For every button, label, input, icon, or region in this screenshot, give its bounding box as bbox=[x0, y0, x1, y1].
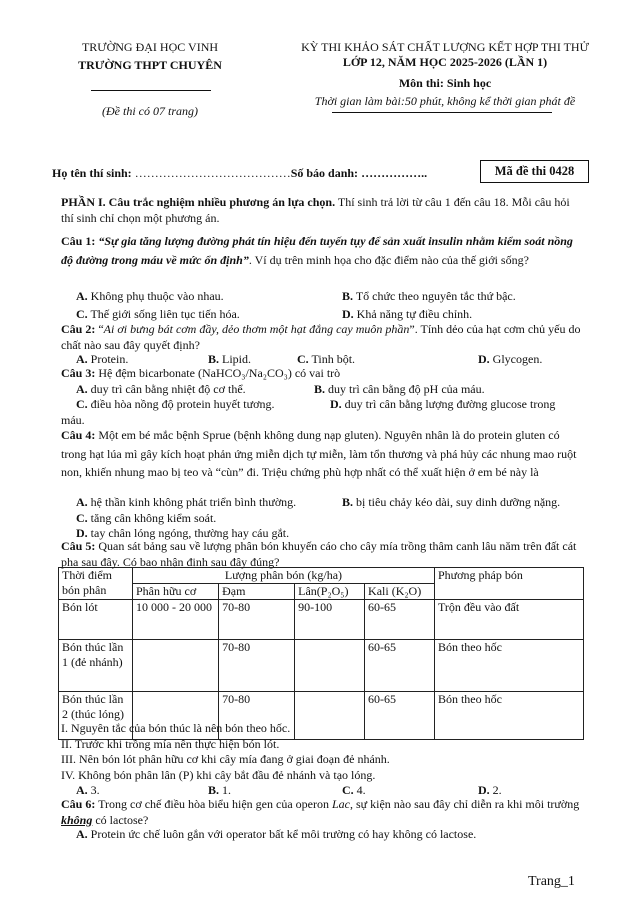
q3-option-d: D. duy trì cân bằng lượng đường glucose trong máu. bbox=[61, 397, 556, 427]
exam-subject: Môn thi: Sinh học bbox=[398, 76, 492, 90]
question-6: Câu 6: Trong cơ chế điều hòa biểu hiện gen của operon Lac, sự kiện nào sau đây chỉ diễn ra khi môi trường không có lactose? bbox=[61, 797, 580, 827]
school-subname: TRƯỜNG THPT CHUYÊN bbox=[78, 58, 222, 72]
q1-option-c: C. Thế giới sống liên tục tiến hóa. bbox=[76, 307, 240, 321]
q3-text: Hệ đệm bicarbonate (NaHCO₃/Na₂CO₃) có vai trò bbox=[95, 366, 341, 380]
candidate-id-field: …………….. bbox=[358, 166, 428, 180]
q1-option-b: B. Tổ chức theo nguyên tắc thứ bậc. bbox=[342, 289, 516, 303]
q3-label: Câu 3: bbox=[61, 366, 96, 380]
q2-label: Câu 2: bbox=[61, 322, 96, 336]
exam-title: KỲ THI KHẢO SÁT CHẤT LƯỢNG KẾT HỢP THI THỬ bbox=[301, 40, 589, 54]
q4-text: Một em bé mắc bệnh Sprue (bệnh không dung nạp gluten). Nguyên nhân là do protein gluten có trong hạt lúa mì gây kích hoạt phản ứng miễn dịch tự miễn, làm tổn thương và phá hủy các nhung mao ruột non, khiến nhung mao bị teo và “cùn” đi. Triệu chứng phù hợp nhất có thể xuất hiện ở em bé này là bbox=[61, 428, 577, 480]
question-5 bbox=[61, 539, 581, 570]
table-header-method: Phương pháp bón bbox=[434, 568, 583, 600]
q3-option-c: C. điều hòa nồng độ protein huyết tương. bbox=[76, 397, 275, 411]
q5-option-a: A. 3. bbox=[76, 783, 100, 797]
part1-heading bbox=[61, 195, 581, 226]
table-subheader-potassium: Kali (K₂O) bbox=[365, 584, 435, 600]
q2-tail: ”. Tính dẻo của hạt cơm chủ yếu do chất nào sau đây quyết định? bbox=[61, 322, 581, 352]
question-4 bbox=[61, 426, 581, 482]
candidate-name-field: ………………………………… bbox=[131, 166, 291, 180]
q5-option-b: B. 1. bbox=[208, 783, 232, 797]
q5-statement: I. Nguyên tắc của bón thúc là nên bón theo hốc. bbox=[61, 721, 291, 735]
q5-text: Quan sát bảng sau về lượng phân bón khuyến cáo cho cây mía trồng thâm canh lâu năm trên đất cát pha sau đây. Có bao nhận định sau đây đúng? bbox=[61, 539, 577, 569]
part1-instruction: Thí sinh trả lời từ câu 1 đến câu 18. Mỗi câu hỏi thí sinh chỉ chọn một phương án. bbox=[61, 195, 570, 225]
q1-option-d: D. Khả năng tự điều chỉnh. bbox=[342, 307, 473, 321]
question-2: Câu 2: “Ai ơi bưng bát cơm đầy, dẻo thơm một hạt đắng cay muôn phần”. Tính dẻo của hạt cơm chủ yếu do chất nào sau đây quyết định? bbox=[61, 322, 581, 352]
table-header-time: Thời điểm bón phân bbox=[59, 568, 133, 600]
candidate-name-label: Họ tên thí sinh: bbox=[52, 166, 132, 180]
q6-label: Câu 6: bbox=[61, 797, 96, 811]
q1-quote: “Sự gia tăng lượng đường phát tín hiệu đến tuyến tụy để sản xuất insulin nhằm kiểm soát nồng độ đường trong máu về mức ổn định” bbox=[61, 234, 573, 267]
school-name: TRƯỜNG ĐẠI HỌC VINH bbox=[81, 40, 219, 54]
fertilizer-table bbox=[58, 567, 584, 740]
q3-option-b: B. duy trì cân bằng độ pH của máu. bbox=[314, 382, 485, 396]
header-divider-right bbox=[332, 112, 552, 113]
question-1 bbox=[61, 232, 581, 269]
q1-label: Câu 1: bbox=[61, 234, 96, 248]
q4-option-c: C. tăng cân không kiểm soát. bbox=[76, 511, 217, 525]
q5-label: Câu 5: bbox=[61, 539, 96, 553]
table-header-amount: Lượng phân bón (kg/ha) bbox=[132, 568, 434, 584]
exam-code-box: Mã đề thi 0428 bbox=[480, 160, 589, 183]
q1-option-a: A. Không phụ thuộc vào nhau. bbox=[76, 289, 224, 303]
q6-option-a: A. Protein ức chế luôn gắn với operator bất kể môi trường có hay không có lactose. bbox=[76, 827, 477, 841]
q2-option-d: D. Glycogen. bbox=[478, 352, 543, 366]
exam-grade-year: LỚP 12, NĂM HỌC 2025-2026 (LẦN 1) bbox=[342, 55, 548, 69]
q5-option-d: D. 2. bbox=[478, 783, 502, 797]
table-subheader-nitrogen: Đạm bbox=[219, 584, 295, 600]
q4-option-d: D. tay chân lóng ngóng, thường hay cáu gắt. bbox=[76, 526, 290, 540]
exam-time: Thời gian làm bài:50 phút, không kể thời gian phát đề bbox=[314, 94, 576, 108]
table-subheader-organic: Phân hữu cơ bbox=[132, 584, 218, 600]
q2-option-c: C. Tinh bột. bbox=[297, 352, 356, 366]
q2-option-b: B. Lipid. bbox=[208, 352, 252, 366]
candidate-line bbox=[52, 166, 472, 182]
q3-option-a: A. duy trì cân bằng nhiệt độ cơ thể. bbox=[76, 382, 246, 396]
q2-quote: Ai ơi bưng bát cơm đầy, dẻo thơm một hạt đắng cay muôn phần bbox=[103, 322, 410, 336]
q5-statement: IV. Không bón phân lân (P) khi cây bắt đầu đẻ nhánh và tạo lóng. bbox=[61, 767, 376, 782]
part1-title: PHẦN I. Câu trắc nghiệm nhiều phương án lựa chọn. bbox=[61, 195, 336, 209]
q5-statement: II. Trước khi trồng mía nên thực hiện bón lót. bbox=[61, 736, 280, 751]
q5-statement: III. Nên bón lót phân hữu cơ khi cây mía đang ở giai đoạn đẻ nhánh. bbox=[61, 752, 390, 767]
table-row: Bón thúc lần 1 (đẻ nhánh) 70-80 60-65 Bón theo hốc bbox=[59, 640, 584, 692]
page-number: Trang_1 bbox=[528, 874, 575, 889]
q4-option-b: B. bị tiêu chảy kéo dài, suy dinh dưỡng nặng. bbox=[342, 495, 561, 509]
pages-note: (Đề thi có 07 trang) bbox=[102, 104, 198, 118]
question-3 bbox=[61, 366, 581, 382]
q4-label: Câu 4: bbox=[61, 428, 96, 442]
table-subheader-phosphorus: Lân(P₂O₅) bbox=[295, 584, 365, 600]
table-row: Bón thúc lần 2 (thúc lóng) 70-80 60-65 Bón theo hốc bbox=[59, 692, 584, 740]
q5-option-c: C. 4. bbox=[342, 783, 366, 797]
q2-option-a: A. Protein. bbox=[76, 352, 129, 366]
header-divider-left bbox=[91, 90, 211, 91]
q4-option-a: A. hệ thần kinh không phát triển bình thường. bbox=[76, 495, 297, 509]
candidate-id-label: Số báo danh: bbox=[290, 166, 359, 180]
q1-tail: . Ví dụ trên minh họa cho đặc điểm nào của thế giới sống? bbox=[248, 252, 529, 267]
q5-statements bbox=[61, 721, 581, 783]
table-row: Bón lót 10 000 - 20 000 70-80 90-100 60-65 Trộn đều vào đất bbox=[59, 600, 584, 640]
